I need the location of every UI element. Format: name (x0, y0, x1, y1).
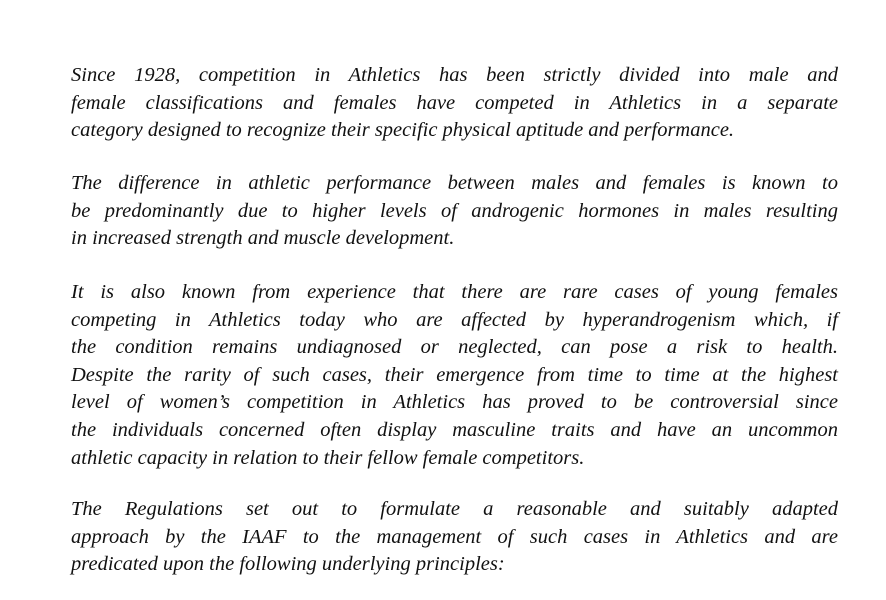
paragraph-hyperandrogenism-cases (71, 279, 838, 472)
paragraph-performance-difference (71, 170, 838, 253)
text-line: approach by the IAAF to the management of such cases in Athletics and are (71, 525, 838, 548)
paragraph-regulations-principles (71, 496, 838, 579)
text-line: The difference in athletic performance between males and females is known to (71, 172, 838, 194)
text-line: the condition remains undiagnosed or neglected, can pose a risk to health. (71, 336, 838, 359)
text-line: the individuals concerned often display masculine traits and have an uncommon (71, 418, 838, 441)
text-line: predicated upon the following underlying principles: (71, 553, 505, 576)
text-line: athletic capacity in relation to their fellow female competitors. (71, 446, 585, 469)
text-line: competing in Athletics today who are affected by hyperandrogenism which, if (71, 308, 838, 331)
paragraph-competition-history (71, 62, 838, 145)
text-line: in increased strength and muscle development. (71, 227, 455, 250)
text-line: category designed to recognize their specific physical aptitude and performance. (71, 119, 735, 142)
text-line: Despite the rarity of such cases, their emergence from time to time at the highest (71, 363, 838, 386)
text-line: female classifications and females have competed in Athletics in a separate (71, 91, 838, 114)
text-line: It is also known from experience that there are rare cases of young females (71, 281, 838, 303)
text-line: The Regulations set out to formulate a reasonable and suitably adapted (71, 498, 838, 520)
text-line: Since 1928, competition in Athletics has been strictly divided into male and (71, 64, 838, 86)
text-line: be predominantly due to higher levels of androgenic hormones in males resulting (71, 199, 838, 222)
text-line: level of women’s competition in Athletics has proved to be controversial since (71, 391, 838, 414)
